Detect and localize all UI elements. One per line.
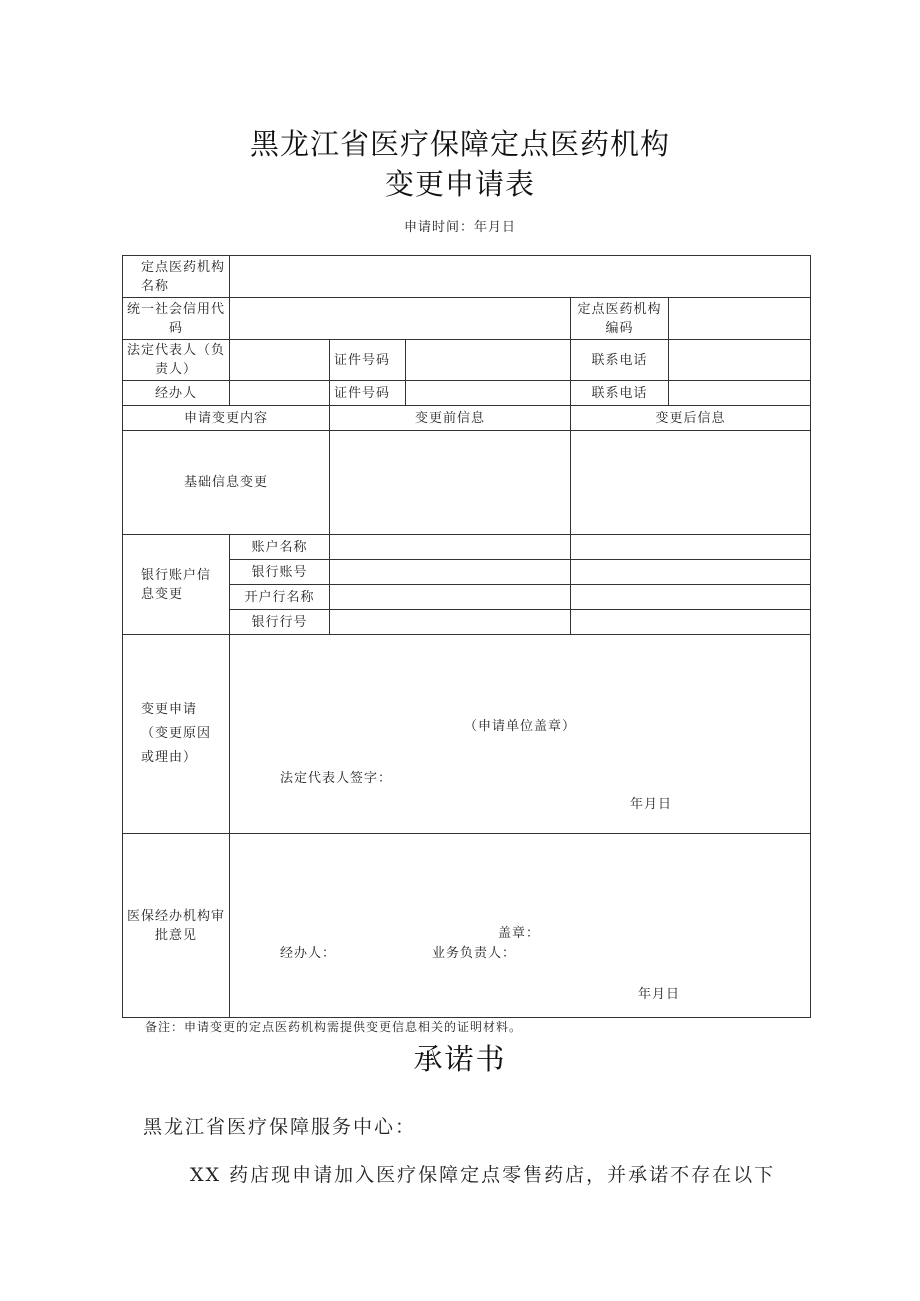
org-name-field[interactable] xyxy=(230,256,811,298)
bank-row-label: 银行账号 xyxy=(230,560,330,585)
legal-rep-id-field[interactable] xyxy=(406,340,571,381)
review-opinion-area[interactable] xyxy=(230,834,811,1018)
handler-label: 经办人 xyxy=(123,381,230,406)
bank-before-field[interactable] xyxy=(330,535,571,560)
org-code-label: 定点医药机构编码 xyxy=(571,298,669,340)
review-seal-label: 盖章： xyxy=(498,926,541,941)
bank-row-label: 账户名称 xyxy=(230,535,330,560)
reviewer-label: 经办人： xyxy=(280,946,337,961)
bank-after-field[interactable] xyxy=(571,610,811,635)
legal-rep-phone-label: 联系电话 xyxy=(571,340,669,381)
pledge-title: 承诺书 xyxy=(413,1042,507,1076)
pledge-addressee: 黑龙江省医疗保障服务中心： xyxy=(143,1116,417,1138)
review-opinion-label: 医保经办机构审批意见 xyxy=(123,834,230,1018)
application-date: 申请时间：年月日 xyxy=(403,220,516,235)
bank-after-field[interactable] xyxy=(571,560,811,585)
handler-phone-label: 联系电话 xyxy=(571,381,669,406)
handler-phone-field[interactable] xyxy=(669,381,811,406)
bank-after-field[interactable] xyxy=(571,585,811,610)
bank-before-field[interactable] xyxy=(330,610,571,635)
bank-after-field[interactable] xyxy=(571,535,811,560)
legal-rep-id-label: 证件号码 xyxy=(330,340,406,381)
legal-signature-label: 法定代表人签字： xyxy=(280,771,393,786)
bank-row-label: 银行行号 xyxy=(230,610,330,635)
after-info-header: 变更后信息 xyxy=(571,406,811,431)
handler-id-field[interactable] xyxy=(406,381,571,406)
legal-rep-label: 法定代表人（负责人） xyxy=(123,340,230,381)
change-application-table xyxy=(122,255,811,1018)
org-code-field[interactable] xyxy=(669,298,811,340)
basic-info-change-label: 基础信息变更 xyxy=(123,431,330,535)
bank-info-change-label: 银行账户信息变更 xyxy=(123,535,230,635)
credit-code-field[interactable] xyxy=(230,298,571,340)
basic-info-after-field[interactable] xyxy=(571,431,811,535)
review-date: 年月日 xyxy=(638,987,681,1002)
form-title-line2: 变更申请表 xyxy=(384,167,535,201)
legal-rep-field[interactable] xyxy=(230,340,330,381)
change-content-header: 申请变更内容 xyxy=(123,406,330,431)
handler-id-label: 证件号码 xyxy=(330,381,406,406)
change-request-label: 变更申请（变更原因或理由） xyxy=(123,635,230,834)
legal-rep-phone-field[interactable] xyxy=(669,340,811,381)
change-request-date: 年月日 xyxy=(630,797,673,812)
org-name-label: 定点医药机构名称 xyxy=(123,256,230,298)
credit-code-label: 统一社会信用代码 xyxy=(123,298,230,340)
form-title-line1: 黑龙江省医疗保障定点医药机构 xyxy=(249,127,670,161)
applicant-seal-text: （申请单位盖章） xyxy=(464,719,577,734)
bank-before-field[interactable] xyxy=(330,585,571,610)
basic-info-before-field[interactable] xyxy=(330,431,571,535)
business-head-label: 业务负责人： xyxy=(432,946,517,961)
form-note: 备注：申请变更的定点医药机构需提供变更信息相关的证明材料。 xyxy=(145,1020,523,1034)
change-request-area[interactable] xyxy=(230,635,811,834)
pledge-body-line: XX 药店现申请加入医疗保障定点零售药店，并承诺不存在以下 xyxy=(190,1164,776,1186)
handler-field[interactable] xyxy=(230,381,330,406)
before-info-header: 变更前信息 xyxy=(330,406,571,431)
bank-row-label: 开户行名称 xyxy=(230,585,330,610)
bank-before-field[interactable] xyxy=(330,560,571,585)
